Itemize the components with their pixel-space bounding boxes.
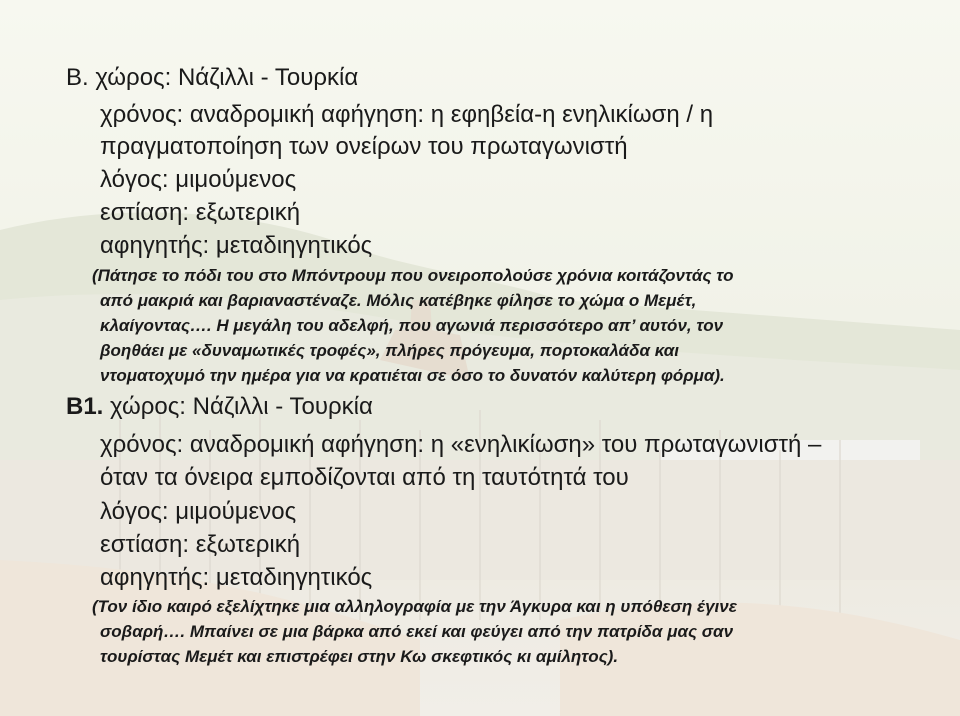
- section-b-quote-line: ντοματοχυμό την ημέρα για να κρατιέται σε όσο το δυνατόν καλύτερη φόρμα).: [100, 366, 725, 385]
- section-b1-line: όταν τα όνειρα εμποδίζονται από τη ταυτότητά του: [100, 464, 629, 491]
- section-b1-label: Β1.: [66, 393, 104, 420]
- section-b-line: χρόνος: αναδρομική αφήγηση: η εφηβεία-η ενηλικίωση / η: [100, 101, 714, 128]
- section-b1-heading-text: χώρος: Νάζιλλι - Τουρκία: [103, 393, 373, 420]
- section-b1-line: χρόνος: αναδρομική αφήγηση: η «ενηλικίωση» του πρωταγωνιστή –: [100, 431, 822, 458]
- section-b-heading: Β. χώρος: Νάζιλλι - Τουρκία: [66, 64, 359, 91]
- section-b-quote-line: (Πάτησε το πόδι του στο Μπόντρουμ που ονειροπολούσε χρόνια κοιτάζοντάς το: [92, 266, 734, 285]
- section-b1-line: εστίαση: εξωτερική: [100, 531, 301, 558]
- section-b1-quote-line: τουρίστας Μεμέτ και επιστρέφει στην Κω σκεφτικός κι αμίλητος).: [100, 647, 619, 666]
- section-b1-quote-line: σοβαρή…. Μπαίνει σε μια βάρκα από εκεί και φεύγει από την πατρίδα μας σαν: [100, 622, 734, 641]
- section-b-line: πραγματοποίηση των ονείρων του πρωταγωνιστή: [100, 133, 628, 160]
- section-b-quote-line: κλαίγοντας…. Η μεγάλη του αδελφή, που αγωνιά περισσότερο απ’ αυτόν, τον: [100, 316, 724, 335]
- section-b-line: εστίαση: εξωτερική: [100, 199, 301, 226]
- section-b-line: αφηγητής: μεταδιηγητικός: [100, 232, 373, 259]
- section-b-quote-line: βοηθάει με «δυναμωτικές τροφές», πλήρες πρόγευμα, πορτοκαλάδα και: [100, 341, 679, 360]
- section-b-line: λόγος: μιμούμενος: [100, 166, 297, 193]
- section-b1-quote-line: (Τον ίδιο καιρό εξελίχτηκε μια αλληλογραφία με την Άγκυρα και η υπόθεση έγινε: [92, 597, 737, 616]
- section-b1-line: λόγος: μιμούμενος: [100, 498, 297, 525]
- section-b1-line: αφηγητής: μεταδιηγητικός: [100, 564, 373, 591]
- section-b-quote-line: από μακριά και βαριαναστέναζε. Μόλις κατέβηκε φίλησε το χώμα ο Μεμέτ,: [100, 291, 697, 310]
- section-b1-heading: [66, 393, 373, 421]
